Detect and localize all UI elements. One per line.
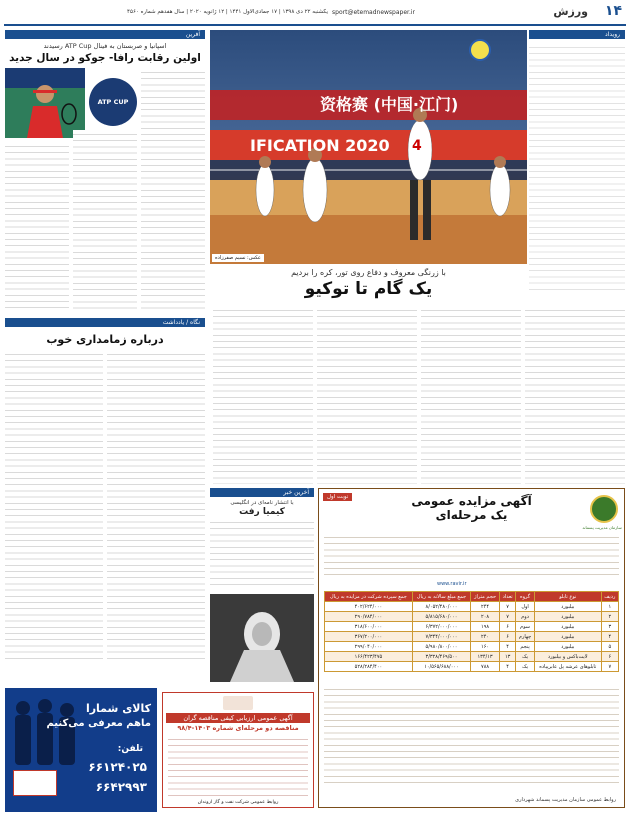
table-cell: ۵۲۸/۲۸۴/۴۰۰ (325, 662, 413, 672)
table-cell: اول (516, 602, 535, 612)
table-row (325, 602, 619, 612)
opinion-article (5, 318, 205, 663)
table-cell: ۳۶۷/۲۰۰/۰۰۰ (325, 632, 413, 642)
masthead (0, 0, 630, 26)
table-row (325, 632, 619, 642)
table-row (325, 652, 619, 662)
photo-credit: عکس: نسیم صفرزاده (212, 254, 264, 262)
classified-line-2: ماهم معرفی می‌کنیم (46, 718, 151, 729)
table-cell: ۷/۳۴۴/۰۰۰/۰۰۰ (412, 632, 470, 642)
classified-phone-1[interactable]: ۶۶۱۲۴۰۲۵ (88, 760, 147, 774)
table-cell: ۲۹۰/۷۸۴/۰۰۰ (325, 612, 413, 622)
auction-table-wrap (324, 591, 619, 672)
auction-footer: روابط عمومی سازمان مدیریت پسماند شهرداری (515, 797, 616, 803)
table-cell: ۴ (601, 632, 618, 642)
table-cell: ۱ (601, 602, 618, 612)
masthead-email[interactable]: sport@etemadnewspaper.ir (332, 9, 415, 16)
auction-logo (590, 495, 618, 523)
tender-headline: آگهی عمومی ارزیابی کیفی مناقصه گران (166, 713, 310, 723)
table-cell: ۵/۸۱۵/۶۸۰/۰۰۰ (412, 612, 470, 622)
table-cell: بیلبورد (534, 602, 601, 612)
table-cell: ۱۶۰ (471, 642, 500, 652)
table-row (325, 622, 619, 632)
main-story-col-4 (213, 306, 313, 484)
table-cell: بیلبورد (534, 632, 601, 642)
masthead-rule (4, 24, 626, 26)
photo-banner-2: IFICATION 2020 (250, 136, 390, 155)
news-box-kicker: با انتشار نامه‌ای در انگلیسی (230, 500, 294, 506)
table-cell: بیلبورد (534, 612, 601, 622)
main-story-col-2 (421, 306, 521, 484)
table-cell: یک (516, 662, 535, 672)
main-kicker: با زرنگی معروف و دفاع روی تور، کره را بردیم (291, 268, 446, 277)
table-row (325, 642, 619, 652)
auction-col-header: گروه (516, 592, 535, 602)
auction-intro-text (324, 533, 619, 577)
table-cell: ۱۰/۵۶۵/۶۸۸/۰۰۰ (412, 662, 470, 672)
table-cell: ۷۸۸ (471, 662, 500, 672)
auction-title-2: یک مرحله‌ای (435, 508, 508, 522)
table-cell: ۲۰۸ (471, 612, 500, 622)
tennis-headline: اولین رقابت رافا- جوکو در سال جدید (9, 52, 201, 64)
auction-table-header (325, 592, 619, 602)
news-box-photo (210, 594, 314, 682)
auction-ad (318, 488, 625, 808)
opinion-tag: نگاه / یادداشت (5, 318, 205, 327)
table-cell: ۶ (500, 622, 516, 632)
table-cell: ۴ (500, 662, 516, 672)
table-cell: ۱۹۸ (471, 622, 500, 632)
main-story-col-1 (525, 306, 625, 484)
tennis-kicker: اسپانیا و صربستان به فینال ATP Cup رسیدند (43, 42, 167, 50)
auction-terms-text (324, 685, 619, 785)
table-cell: چهارم (516, 632, 535, 642)
news-box-tag: آخرین خبر (210, 488, 314, 497)
tennis-photo (5, 68, 85, 138)
auction-tag: نوبت اول (323, 493, 352, 501)
auction-table (324, 591, 619, 672)
news-box-article (210, 488, 314, 688)
main-photo (210, 30, 527, 264)
table-cell: ۱۳ (500, 652, 516, 662)
table-cell: ۲۴۴ (471, 602, 500, 612)
table-cell: پنجم (516, 642, 535, 652)
auction-col-header: جمع مبلغ سالانه به ریال (412, 592, 470, 602)
photo-banner-1: 资格赛 (中国·江门) (320, 95, 459, 114)
table-cell: ۱۳۴/۱۳ (471, 652, 500, 662)
auction-titles (369, 494, 574, 522)
opinion-headline: درباره زمامداری خوب (46, 333, 164, 346)
table-cell: ۳۱۸/۶۰۰/۰۰۰ (325, 622, 413, 632)
tender-subhead: مناقصه دو مرحله‌ای شماره ۱۴۰۳-۹۸/۴ (177, 724, 299, 732)
main-headline: یک گام تا توکیو (304, 279, 433, 299)
news-box-body (210, 518, 314, 590)
classified-logo (13, 770, 57, 796)
auction-col-header: جمع سپرده شرکت در مزایده به ریال (325, 592, 413, 602)
section-title: ورزش (553, 5, 588, 18)
table-cell: بیلبورد (534, 642, 601, 652)
tennis-body-2 (73, 130, 137, 313)
tender-body (168, 735, 308, 797)
auction-org: سازمان مدیریت پسماند (582, 525, 622, 530)
page-number: ۱۴ (604, 3, 622, 19)
tennis-body-1 (141, 68, 205, 313)
table-cell: ۴۰۲/۶۲۴/۰۰۰ (325, 602, 413, 612)
tennis-tag: آفرین (5, 30, 205, 39)
table-cell: ۲ (601, 612, 618, 622)
table-cell: ۶ (500, 632, 516, 642)
classified-line-1: کالای شمارا (85, 702, 151, 715)
auction-website[interactable]: www.ravir.ir (437, 581, 467, 587)
auction-col-header: تعداد (500, 592, 516, 602)
table-cell: ۷ (500, 602, 516, 612)
section-tag-event: رویداد (529, 30, 625, 39)
table-cell: ۳ (601, 622, 618, 632)
tennis-article (5, 30, 205, 313)
atp-cup-logo-text: ATP CUP (97, 98, 129, 106)
atp-cup-logo (89, 78, 137, 126)
table-cell: ۵ (601, 642, 618, 652)
news-box-headline: کیمیا رفت (239, 507, 285, 517)
auction-title-1: آگهی مزایده عمومی (411, 494, 532, 508)
tender-footer: روابط عمومی شرکت نفت و گاز اروندان (197, 800, 279, 805)
table-cell: یک (516, 652, 535, 662)
table-cell: ۳/۳۲۸/۴۶۹/۵۰۰ (412, 652, 470, 662)
table-cell: ۲۴۰ (471, 632, 500, 642)
table-cell: ۵/۹۸۰/۸۰۰/۰۰۰ (412, 642, 470, 652)
tender-logo (223, 696, 253, 710)
tennis-body-3 (5, 142, 69, 313)
main-story-col-3 (317, 306, 417, 484)
table-cell: لایت‌باکس و بیلبورد (534, 652, 601, 662)
photo-player-number: 4 (412, 138, 422, 154)
classified-phone-2[interactable]: ۶۶۴۲۹۹۳ (95, 780, 147, 794)
table-row (325, 662, 619, 672)
table-cell: ۶/۳۷۲/۰۰۰/۰۰۰ (412, 622, 470, 632)
right-column-text (529, 43, 625, 293)
table-cell: ۱۶۶/۴۲۳/۴۷۵ (325, 652, 413, 662)
opinion-col-2 (5, 350, 103, 660)
table-cell: ۷ (500, 612, 516, 622)
table-cell: سوم (516, 622, 535, 632)
table-cell: بیلبورد (534, 622, 601, 632)
auction-col-header: نوع تابلو (534, 592, 601, 602)
right-column (529, 30, 625, 290)
table-cell: ۴ (500, 642, 516, 652)
table-cell: تابلوهای عرشه پل عابرپیاده (534, 662, 601, 672)
tender-ad (162, 692, 314, 808)
table-row (325, 612, 619, 622)
table-cell: ۸/۰۵۲/۴۸۰/۰۰۰ (412, 602, 470, 612)
classified-phone-label: تلفن: (117, 744, 143, 754)
table-cell: ۲۹۹/۰۴۰/۰۰۰ (325, 642, 413, 652)
auction-col-header: حجم متراژ (471, 592, 500, 602)
classified-ad (5, 688, 157, 812)
table-cell: ۶ (601, 652, 618, 662)
masthead-dateline: یکشنبه ۲۲ دی ۱۳۹۸ | ۱۷ جمادی‌الاول ۱۴۴۱ | ۱۲ ژانویه ۲۰۲۰ | سال هفدهم شماره ۴۵۶۰ (127, 9, 328, 15)
auction-col-header: ردیف (601, 592, 618, 602)
table-cell: دوم (516, 612, 535, 622)
opinion-col-1 (107, 350, 205, 660)
main-story-body (208, 306, 625, 484)
main-story-headlines (210, 268, 527, 299)
table-cell: ۷ (601, 662, 618, 672)
